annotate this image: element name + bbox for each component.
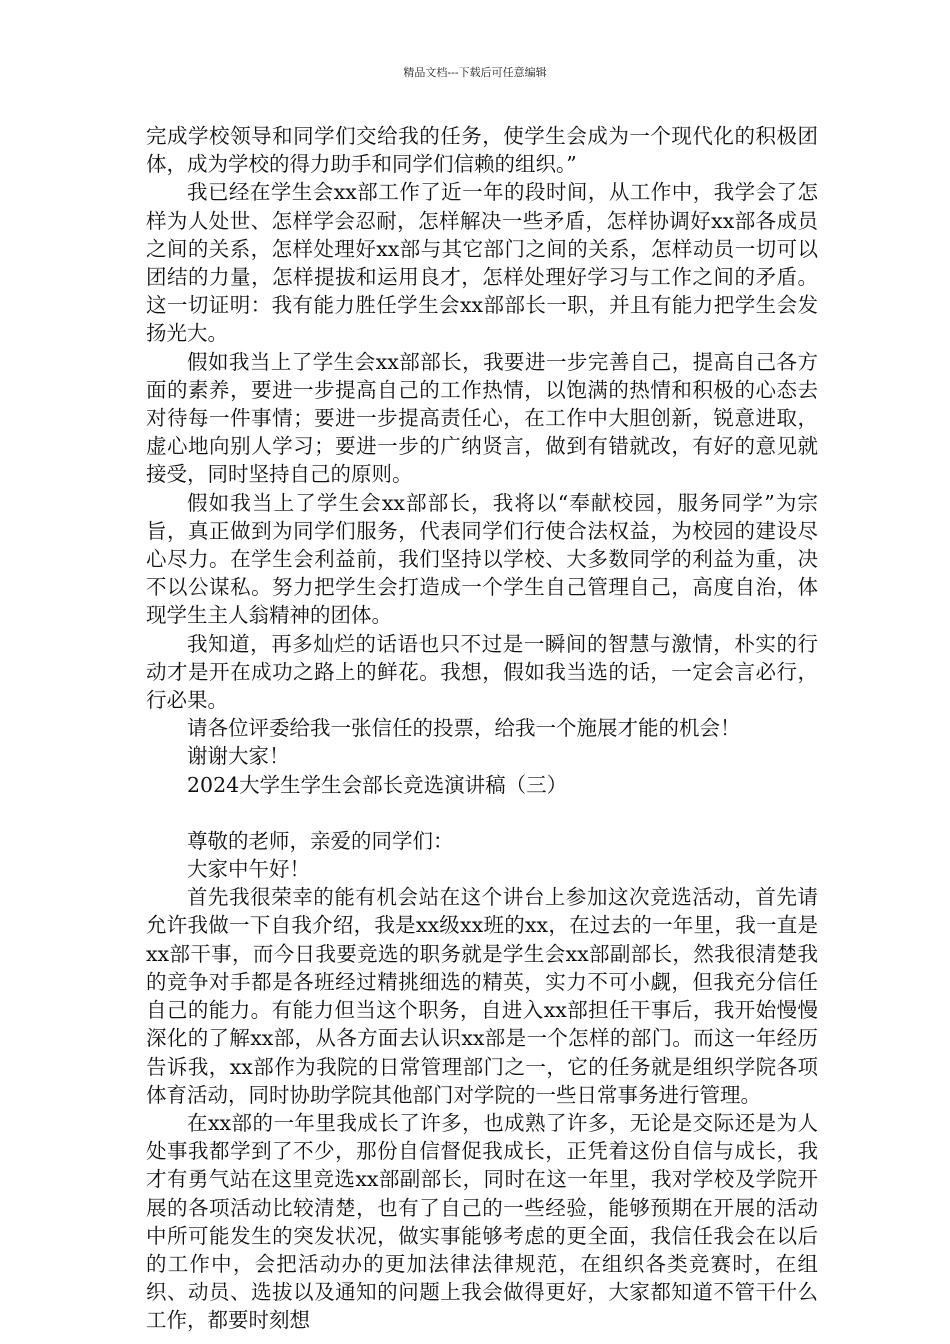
paragraph-experience: 我已经在学生会xx部工作了近一年的段时间，从工作中，我学会了怎样为人处世、怎样学会忍耐，怎样解决一些矛盾，怎样协调好xx部各成员之间的关系，怎样处理好xx部与其它部门之间的关系，怎样动员一切可以团结的力量，怎样提拔和运用良才，怎样处理好学习与工作之间的矛盾。这一切证明：我有能力胜任学生会xx部部长一职，并且有能力把学生会发扬光大。 — [146, 180, 818, 346]
paragraph-greeting: 大家中午好！ — [187, 857, 310, 882]
section-title: 2024大学生学生会部长竞选演讲稿（三） — [187, 772, 568, 797]
blank-line — [146, 799, 818, 827]
paragraph-thanks: 谢谢大家！ — [187, 744, 290, 769]
document-body — [146, 122, 818, 1335]
paragraph-introduction: 首先我很荣幸的能有机会站在这个讲台上参加这次竞选活动，首先请允许我做一下自我介绍，我是xx级xx班的xx，在过去的一年里，我一直是xx部干事，而今日我要竞选的职务就是学生会xx部副部长，然我很清楚我的竞争对手都是各班经过精挑细选的精英，实力不可小觑，但我充分信任自己的能力。有能力但当这个职务，自进入xx部担任干事后，我开始慢慢深化的了解xx部，从各方面去认识xx部是一个怎样的部门。而这一年经历告诉我，xx部作为我院的日常管理部门之一，它的任务就是组织学院各项体育活动，同时协助学院其他部门对学院的一些日常事务进行管理。 — [146, 885, 818, 1107]
paragraph-continuation: 完成学校领导和同学们交给我的任务，使学生会成为一个现代化的积极团体，成为学校的得力助手和同学们信赖的组织。” — [146, 124, 818, 177]
paragraph-self-improvement: 假如我当上了学生会xx部部长，我要进一步完善自己，提高自己各方面的素养，要进一步提高自己的工作热情，以饱满的热情和积极的心态去对待每一件事情；要进一步提高责任心，在工作中大胆创新，锐意进取，虚心地向别人学习；要进一步的广纳贤言，做到有错就改，有好的意见就接受，同时坚持自己的原则。 — [146, 349, 818, 487]
paragraph-service: 假如我当上了学生会xx部部长，我将以“奉献校园，服务同学”为宗旨，真正做到为同学们服务，代表同学们行使合法权益，为校园的建设尽心尽力。在学生会利益前，我们坚持以学校、大多数同学的利益为重，决不以公谋私。努力把学生会打造成一个学生自己管理自己，高度自治，体现学生主人翁精神的团体。 — [146, 490, 818, 628]
paragraph-action: 我知道，再多灿烂的话语也只不过是一瞬间的智慧与激情，朴实的行动才是开在成功之路上的鲜花。我想，假如我当选的话，一定会言必行，行必果。 — [146, 631, 818, 713]
paragraph-salutation: 尊敬的老师，亲爱的同学们： — [187, 828, 454, 853]
paragraph-growth: 在xx部的一年里我成长了许多，也成熟了许多，无论是交际还是为人处事我都学到了不少，那份自信督促我成长，正凭着这份自信与成长，我才有勇气站在这里竞选xx部副部长，同时在这一年里，我对学校及学院开展的各项活动比较清楚，也有了自己的一些经验，能够预期在开展的活动中所可能发生的突发状况，做实事能够考虑的更全面，我信任我会在以后的工作中，会把活动办的更加法律法律规范，在组织各类竞赛时，在组织、动员、选拔以及通知的问题上我会做得更好，大家都知道不管干什么工作，都要时刻想 — [146, 1110, 818, 1333]
page-header: 精品文档---下载后可任意编辑 — [403, 66, 547, 79]
paragraph-vote-request: 请各位评委给我一张信任的投票，给我一个施展才能的机会！ — [187, 716, 741, 741]
